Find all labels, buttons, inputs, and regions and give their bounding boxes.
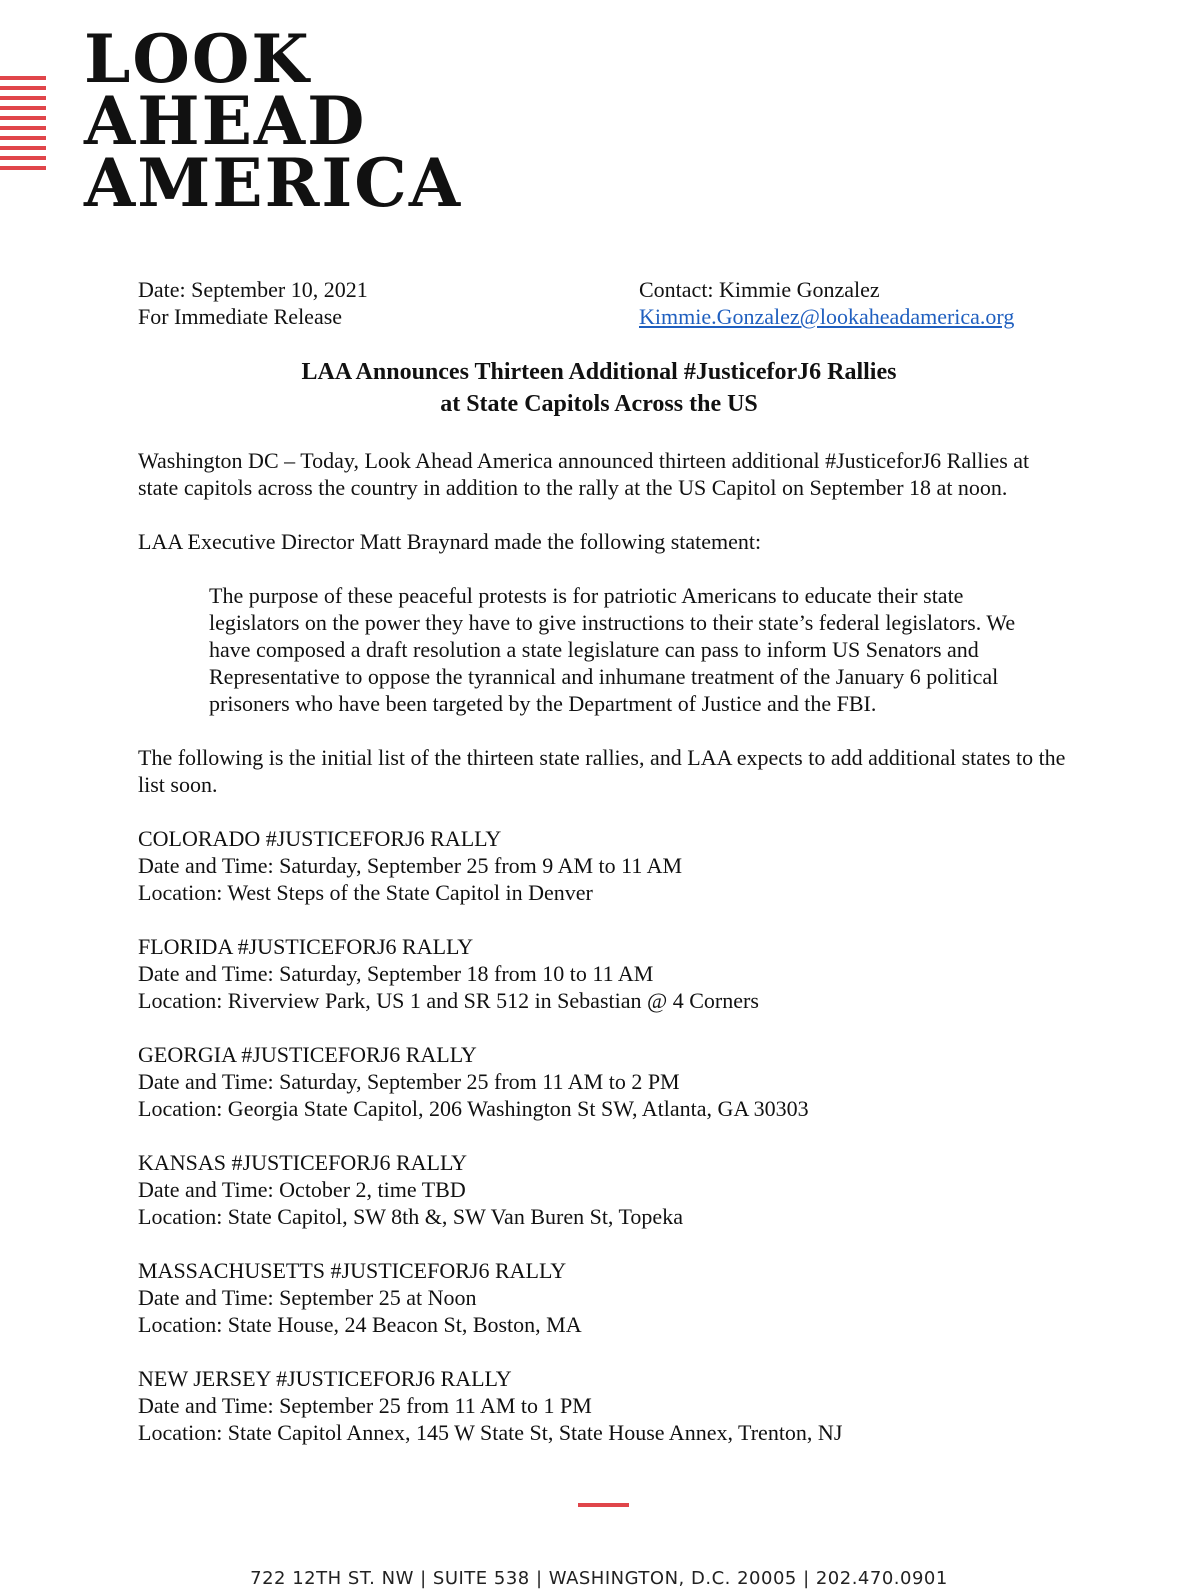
rally-item — [138, 1257, 1073, 1338]
contact-meta — [639, 276, 1014, 330]
logo-stripe — [0, 76, 46, 80]
logo-stripe — [0, 146, 46, 150]
footer-address: 722 12TH ST. NW | SUITE 538 | WASHINGTON, D.C. 20005 | 202.470.0901 — [250, 1568, 948, 1589]
rally-title: NEW JERSEY #JUSTICEFORJ6 RALLY — [138, 1366, 512, 1391]
logo-stripe — [0, 106, 46, 110]
press-release-body — [138, 447, 1073, 1473]
rally-item — [138, 933, 1073, 1014]
logo-stripe — [0, 96, 46, 100]
contact-name: Contact: Kimmie Gonzalez — [639, 277, 880, 302]
logo — [84, 20, 463, 222]
logo-stripe — [0, 166, 46, 170]
logo-line-1: LOOK — [84, 20, 311, 98]
logo-stripe — [0, 116, 46, 120]
logo-stripe — [0, 86, 46, 90]
rally-datetime: Date and Time: October 2, time TBD — [138, 1177, 466, 1202]
release-meta — [138, 276, 368, 330]
rally-location: Location: State House, 24 Beacon St, Boston, MA — [138, 1312, 582, 1337]
rally-title: KANSAS #JUSTICEFORJ6 RALLY — [138, 1150, 468, 1175]
rally-item — [138, 1149, 1073, 1230]
rally-location: Location: State Capitol Annex, 145 W State St, State House Annex, Trenton, NJ — [138, 1420, 843, 1445]
logo-stripe — [0, 156, 46, 160]
statement-lead: LAA Executive Director Matt Braynard made the following statement: — [138, 529, 762, 554]
rally-item — [138, 1365, 1073, 1446]
intro-paragraph: Washington DC – Today, Look Ahead America announced thirteen additional #JusticeforJ6 Rallies at state capitols across the country in addition to the rally at the US Capitol on September 18 at noon. — [138, 448, 1030, 500]
quote-block: The purpose of these peaceful protests is for patriotic Americans to educate their state legislators on the power they have to give instructions to their state’s federal legislators. We have composed a draft resolution a state legislature can pass to inform US Senators and Representative to oppose the tyrannical and inhumane treatment of the January 6 political prisoners who have been targeted by the Department of Justice and the FBI. — [209, 583, 1016, 716]
rally-location: Location: State Capitol, SW 8th &, SW Van Buren St, Topeka — [138, 1204, 683, 1229]
page-title — [0, 356, 1198, 420]
rally-datetime: Date and Time: September 25 at Noon — [138, 1285, 477, 1310]
rally-datetime: Date and Time: Saturday, September 18 from 10 to 11 AM — [138, 961, 654, 986]
headline-line-1: LAA Announces Thirteen Additional #JusticeforJ6 Rallies — [301, 359, 897, 385]
logo-stripes — [0, 76, 46, 176]
rally-title: MASSACHUSETTS #JUSTICEFORJ6 RALLY — [138, 1258, 567, 1283]
rally-title: COLORADO #JUSTICEFORJ6 RALLY — [138, 826, 502, 851]
rally-location: Location: West Steps of the State Capitol in Denver — [138, 880, 593, 905]
rally-title: GEORGIA #JUSTICEFORJ6 RALLY — [138, 1042, 477, 1067]
release-status: For Immediate Release — [138, 304, 343, 329]
logo-stripe — [0, 136, 46, 140]
logo-stripe — [0, 126, 46, 130]
footer-divider — [578, 1503, 629, 1507]
list-intro: The following is the initial list of the thirteen state rallies, and LAA expects to add additional states to the list soon. — [138, 745, 1066, 797]
rally-item — [138, 825, 1073, 906]
logo-line-2: AHEAD — [84, 82, 367, 160]
rally-item — [138, 1041, 1073, 1122]
rally-location: Location: Riverview Park, US 1 and SR 512 in Sebastian @ 4 Corners — [138, 988, 759, 1013]
rally-datetime: Date and Time: Saturday, September 25 from 9 AM to 11 AM — [138, 853, 683, 878]
logo-line-3: AMERICA — [84, 144, 463, 222]
rally-datetime: Date and Time: Saturday, September 25 from 11 AM to 2 PM — [138, 1069, 680, 1094]
rally-title: FLORIDA #JUSTICEFORJ6 RALLY — [138, 934, 474, 959]
release-date: Date: September 10, 2021 — [138, 277, 368, 302]
contact-email-link[interactable]: Kimmie.Gonzalez@lookaheadamerica.org — [639, 304, 1015, 329]
rally-location: Location: Georgia State Capitol, 206 Washington St SW, Atlanta, GA 30303 — [138, 1096, 809, 1121]
headline-line-2: at State Capitols Across the US — [440, 391, 758, 417]
rally-datetime: Date and Time: September 25 from 11 AM to 1 PM — [138, 1393, 592, 1418]
